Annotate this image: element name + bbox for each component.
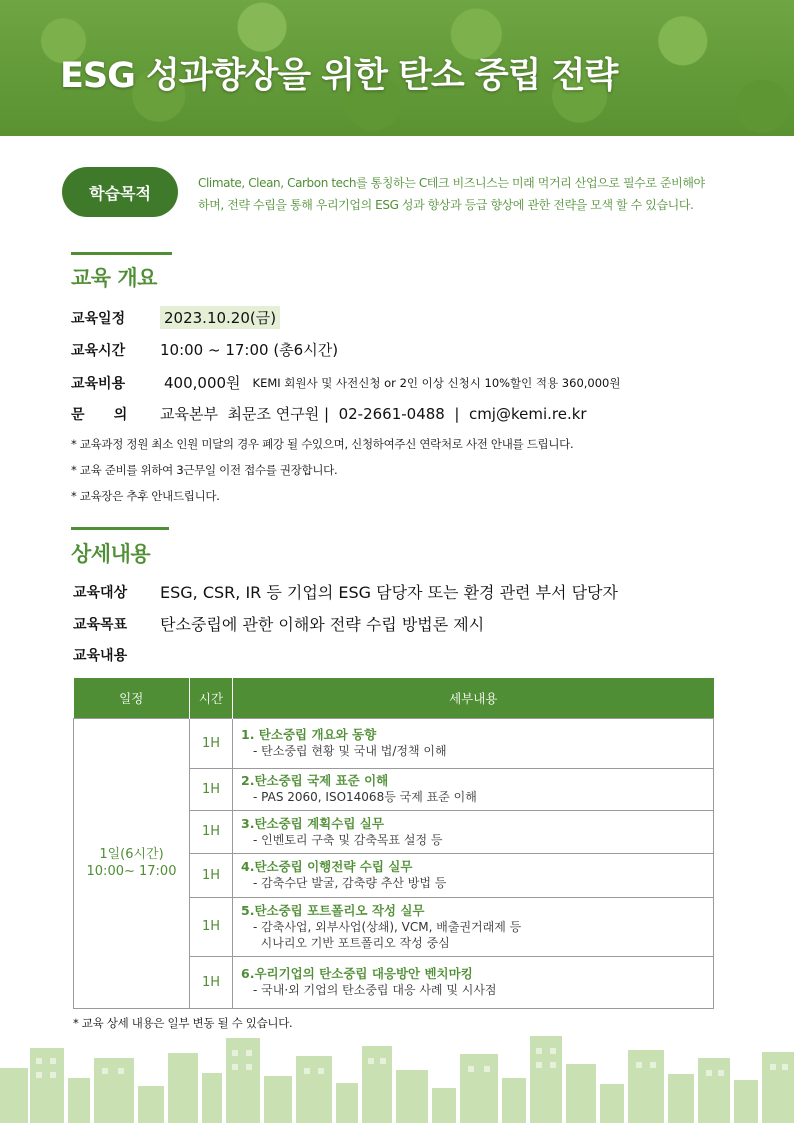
detail-title: 5.탄소중립 포트폴리오 작성 실무 [241, 902, 425, 918]
detail-title: 2.탄소중립 국제 표준 이해 [241, 773, 389, 788]
schedule-row [71, 306, 280, 329]
objective-line-2: 하며, 전략 수립을 통해 우리기업의 ESG 성과 향상과 등급 향상에 관한 전략을 모색 할 수 있습니다. [198, 198, 694, 212]
cost-note: KEMI 회원사 및 사전신청 or 2인 이상 신청시 10%할인 적용 360,000원 [252, 375, 621, 390]
cost-row [71, 372, 620, 393]
header-banner [0, 0, 794, 136]
table-row [74, 718, 714, 768]
day-line-1: 1일(6시간) [99, 847, 164, 862]
detail-sub-2: 시나리오 기반 포트폴리오 작성 중심 [253, 935, 450, 950]
contact-value: 교육본부 최문조 연구원 | 02-2661-0488 | cmj@kemi.re.kr [160, 405, 587, 423]
detail-title: 3.탄소중립 계획수립 실무 [241, 815, 384, 831]
detail-title: 6.우리기업의 탄소중립 대응방안 벤치마킹 [241, 966, 473, 981]
city-skyline-illustration [0, 1028, 794, 1123]
detail-cell [233, 718, 714, 768]
hour-cell: 1H [190, 810, 233, 853]
overview-note-2: * 교육 준비를 위하여 3근무일 이전 접수를 권장합니다. [71, 463, 338, 477]
goal-value: 탄소중립에 관한 이해와 전략 수립 방법론 제시 [160, 615, 485, 634]
target-row [73, 580, 618, 603]
detail-sub: - 인벤토리 구축 및 감축목표 설정 등 [253, 832, 443, 847]
detail-cell [233, 810, 714, 853]
time-row [71, 339, 338, 360]
time-value: 10:00 ~ 17:00 (총6시간) [160, 341, 339, 359]
detail-cell [233, 956, 714, 1008]
details-rule [71, 527, 169, 530]
hour-cell: 1H [190, 956, 233, 1008]
contact-label: 문 의 [71, 406, 128, 423]
details-title: 상세내용 [71, 542, 151, 566]
overview-note-1: * 교육과정 정원 최소 인원 미달의 경우 폐강 될 수있으며, 신청하여주신 연락처로 사전 안내를 드립니다. [71, 437, 574, 451]
objective-line-1: Climate, Clean, Carbon tech를 통칭하는 C테크 비즈니스는 미래 먹거리 산업으로 필수로 준비해야 [198, 176, 705, 190]
header-hour: 시간 [190, 678, 233, 718]
detail-cell [233, 853, 714, 897]
detail-sub: - 국내·외 기업의 탄소중립 대응 사례 및 시사점 [253, 983, 497, 997]
detail-sub: - 감축수단 발굴, 감축량 추산 방법 등 [253, 876, 447, 890]
header-detail: 세부내용 [233, 678, 714, 718]
overview-note-3: * 교육장은 추후 안내드립니다. [71, 489, 220, 503]
objective-badge: 학습목적 [62, 167, 178, 217]
target-label: 교육대상 [73, 584, 128, 601]
hour-cell: 1H [190, 718, 233, 768]
header-day: 일정 [74, 678, 190, 718]
content-row [73, 645, 162, 665]
detail-title: 1. 탄소중립 개요와 동향 [241, 727, 377, 742]
target-value: ESG, CSR, IR 등 기업의 ESG 담당자 또는 환경 관련 부서 담당자 [160, 583, 618, 602]
schedule-label: 교육일정 [71, 310, 126, 327]
day-line-2: 10:00~ 17:00 [86, 864, 177, 879]
day-cell [74, 718, 190, 1008]
goal-row [73, 612, 484, 635]
schedule-value: 2023.10.20(금) [160, 306, 280, 329]
curriculum-table [73, 678, 714, 1009]
objective-text [198, 172, 784, 216]
table-header-row [74, 678, 714, 718]
goal-label: 교육목표 [73, 616, 128, 633]
hour-cell: 1H [190, 897, 233, 956]
detail-sub: - 감축사업, 외부사업(상쇄), VCM, 배출권거래제 등 [253, 919, 522, 934]
time-label: 교육시간 [71, 342, 126, 359]
overview-rule [71, 252, 172, 255]
page-title: ESG 성과향상을 위한 탄소 중립 전략 [60, 56, 618, 96]
hour-cell: 1H [190, 768, 233, 810]
detail-sub: - PAS 2060, ISO14068등 국제 표준 이해 [253, 790, 477, 804]
detail-cell [233, 897, 714, 956]
cost-label: 교육비용 [71, 375, 126, 392]
detail-title: 4.탄소중립 이행전략 수립 실무 [241, 859, 413, 874]
overview-title: 교육 개요 [71, 266, 157, 290]
detail-sub: - 탄소중립 현황 및 국내 법/정책 이해 [253, 744, 447, 758]
hour-cell: 1H [190, 853, 233, 897]
table-footnote: * 교육 상세 내용은 일부 변동 될 수 있습니다. [73, 1016, 293, 1030]
content-label: 교육내용 [73, 648, 128, 664]
contact-row [71, 403, 587, 424]
cost-value: 400,000원 [164, 374, 241, 392]
detail-cell [233, 768, 714, 810]
